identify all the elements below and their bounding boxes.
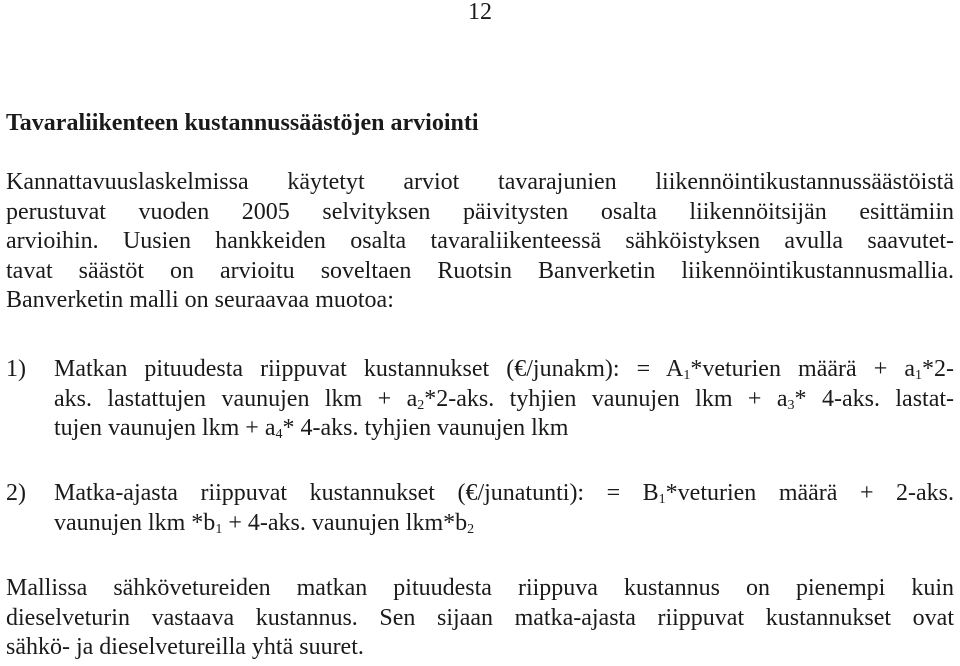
intro-line: arvioihin. Uusien hankkeiden osalta tavaraliikenteessä sähköistyksen avulla saavutet- xyxy=(6,228,954,254)
conclusion-line: Mallissa sähkövetureiden matkan pituudesta riippuva kustannus on pienempi kuin xyxy=(6,575,954,601)
list-item-line: 1) Matkan pituudesta riippuvat kustannukset (€/junakm): = $A_1*veturien$ määrä + $a_1*2-$ xyxy=(6,356,955,383)
intro-paragraph xyxy=(6,168,954,316)
conclusion-line: sähkö- ja dieselvetureilla yhtä suuret. xyxy=(6,634,364,660)
intro-line: Banverketin malli on seuraavaa muotoa: xyxy=(6,287,394,313)
intro-line: Kannattavuuslaskelmissa käytetyt arviot tavarajunien liikennöintikustannussäästöistä xyxy=(6,169,954,195)
section-title: Tavaraliikenteen kustannussäästöjen arviointi xyxy=(6,110,479,136)
page-number: 12 xyxy=(468,0,492,25)
intro-line: perustuvat vuoden 2005 selvityksen päivitysten osalta liikennöitsijän esittämiin xyxy=(6,198,954,225)
list-item-line: 2) Matka-ajasta riippuvat kustannukset (€/junatunti): = $B_1*veturien$ määrä + 2-aks. xyxy=(6,480,954,507)
list-item xyxy=(6,355,954,444)
list-item-line: aks. lastattujen vaunujen lkm + $a_2*2$-aks. tyhjien vaunujen lkm + $a_3*$ 4-aks. lastat- xyxy=(54,385,955,413)
list-item-number: 2) xyxy=(6,480,26,506)
list-item xyxy=(6,479,954,538)
list-item-line: tujen vaunujen lkm + $a_4*$ 4-aks. tyhjien vaunujen lkm xyxy=(54,415,569,442)
conclusion-line: dieselveturin vastaava kustannus. Sen sijaan matka-ajasta riippuvat kustannukset ovat xyxy=(6,604,954,631)
intro-line: tavat säästöt on arvioitu soveltaen Ruotsin Banverketin liikennöintikustannusmallia. xyxy=(6,257,954,284)
conclusion-paragraph xyxy=(6,574,954,663)
list-item-number: 1) xyxy=(6,356,26,382)
list-item-line: vaunujen lkm $*b_1 + 4-aks$. vaunujen $lkm*b_2$ xyxy=(54,509,475,537)
